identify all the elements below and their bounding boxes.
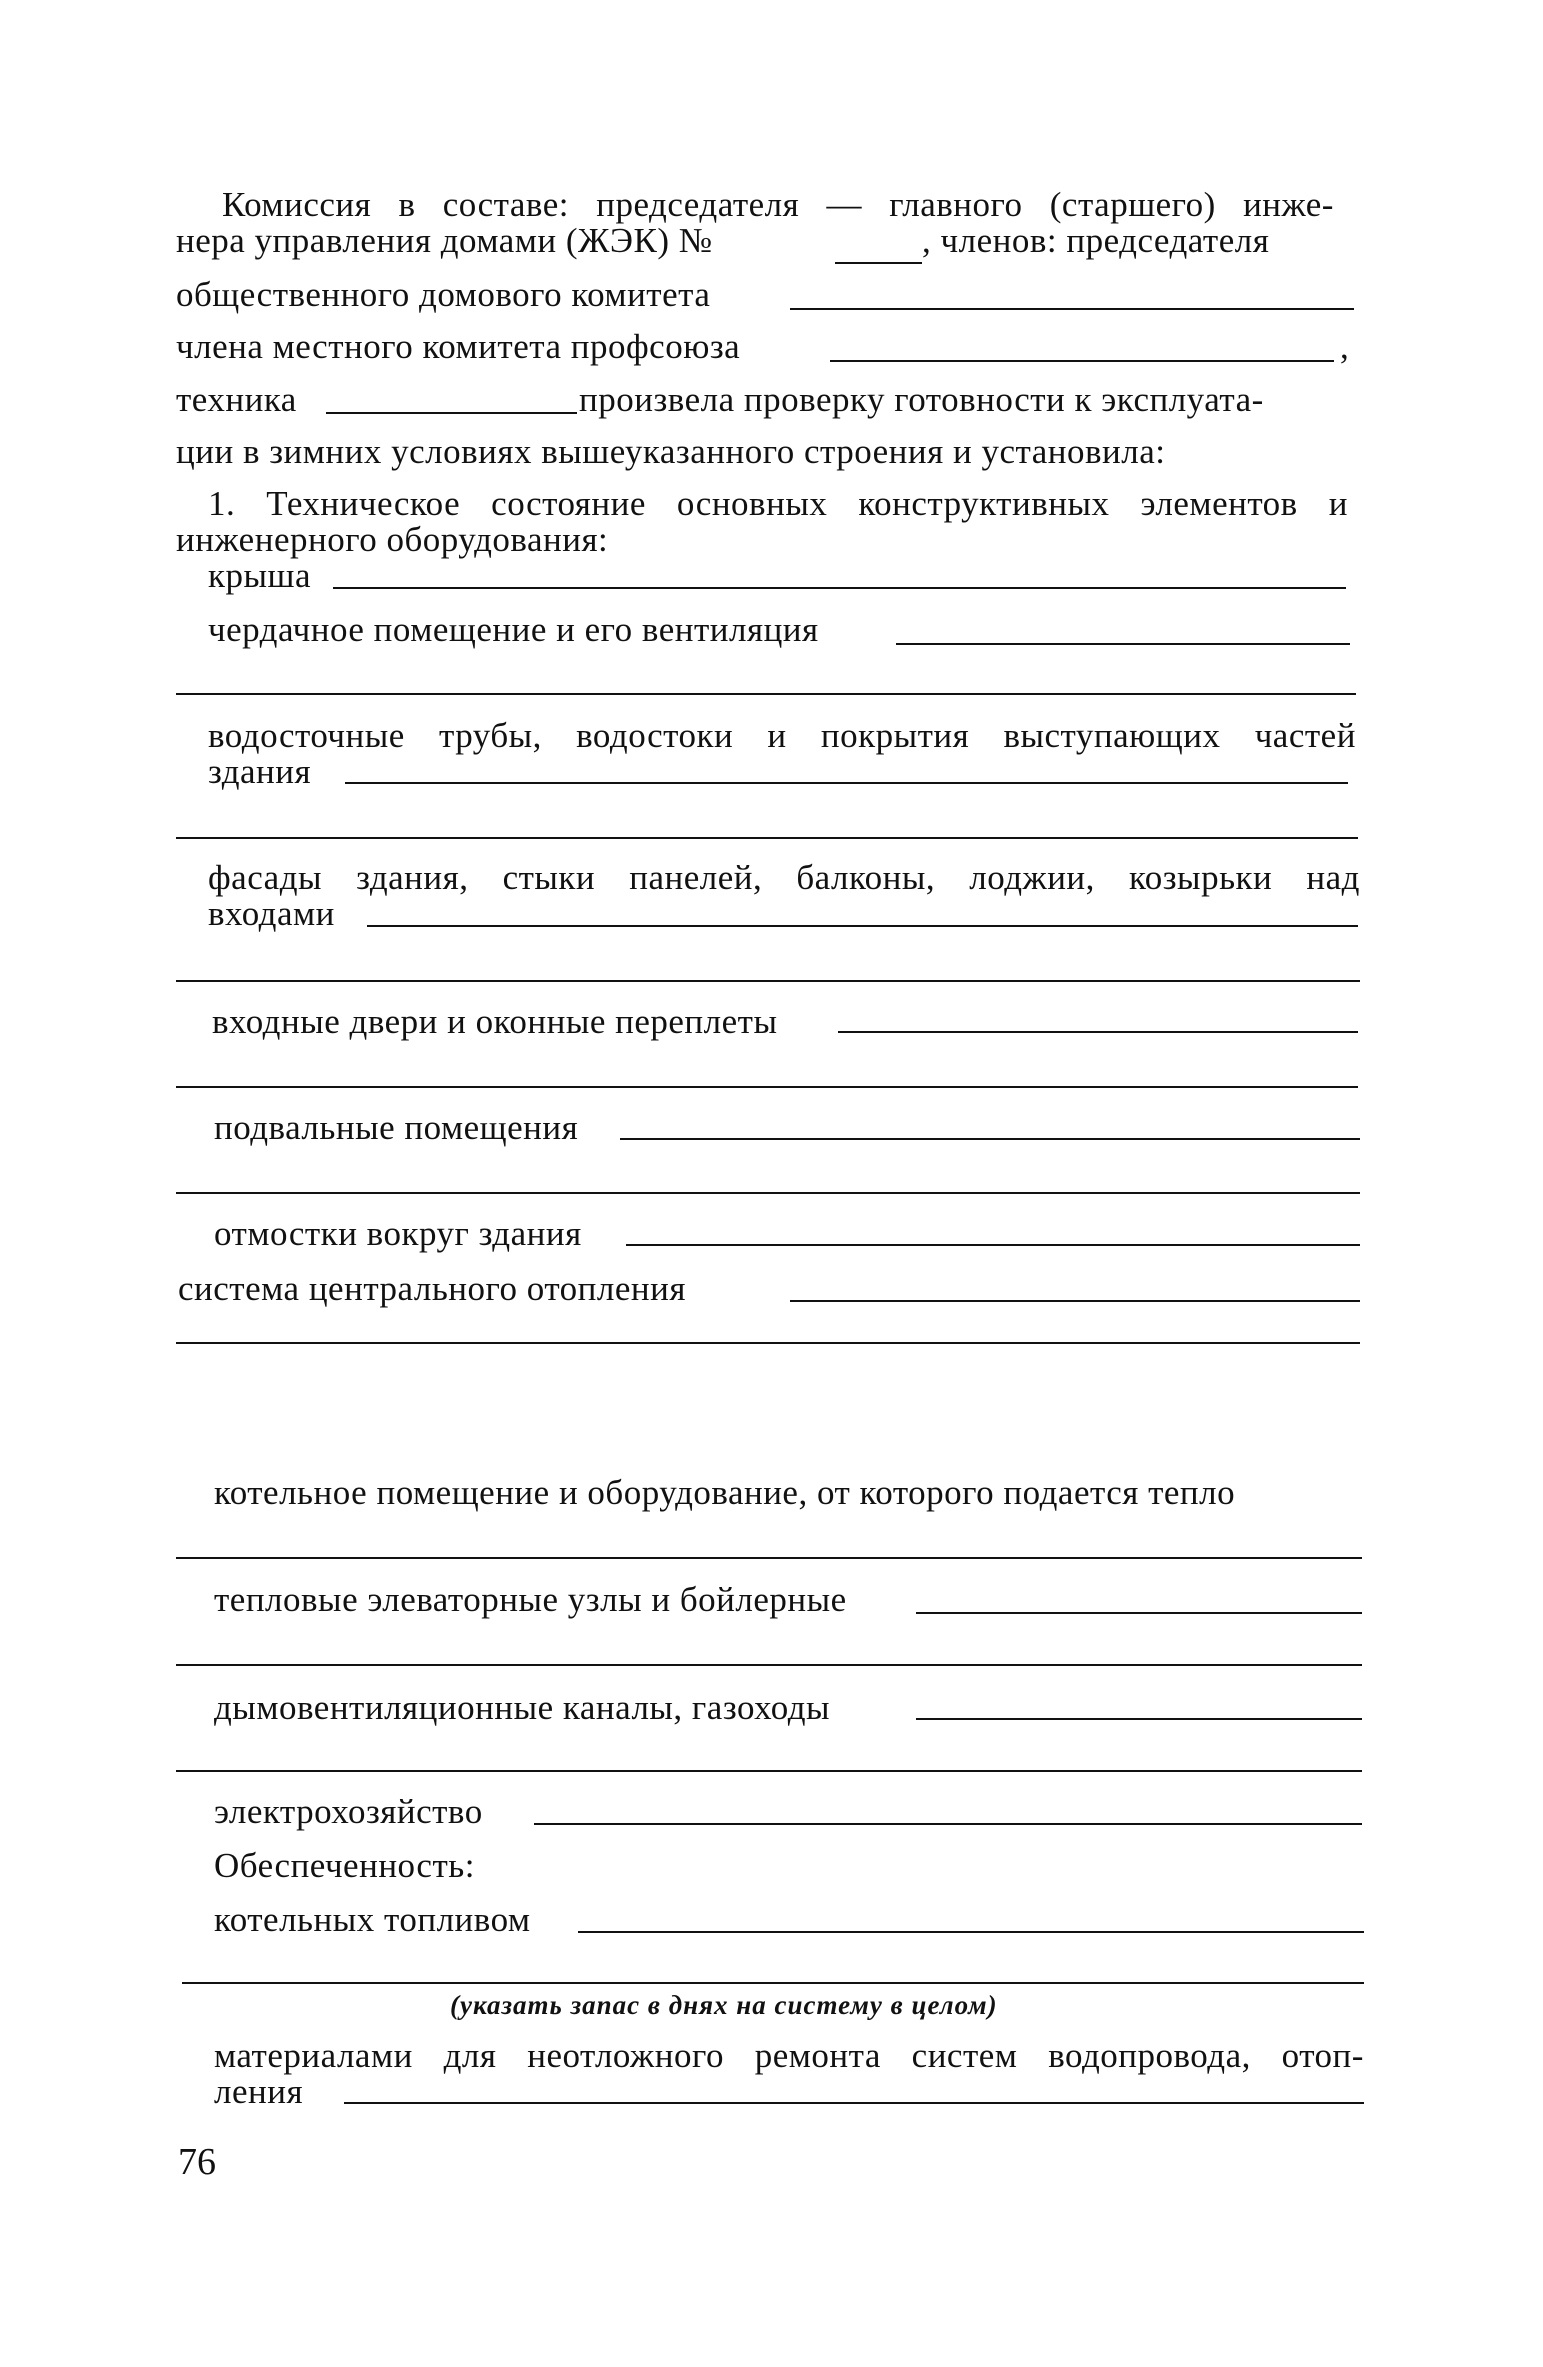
drain-word: выступающих — [1003, 716, 1221, 755]
section-word: и — [1328, 484, 1348, 523]
section-word: 1. — [208, 484, 236, 523]
section-word: Техническое — [266, 484, 461, 523]
section-word: основных — [676, 484, 828, 523]
facade-word: козырьки — [1129, 858, 1273, 897]
electric-blank[interactable] — [534, 1823, 1362, 1825]
heating-label: система центрального отопления — [178, 1269, 686, 1308]
drain-blank[interactable] — [345, 782, 1348, 784]
intro-line-2a: нера управления домами (ЖЭК) № — [176, 221, 713, 260]
facade-word: фасады — [208, 858, 323, 897]
facade-word: над — [1306, 858, 1360, 897]
drain-word: водостоки — [576, 716, 734, 755]
doors-blank[interactable] — [838, 1031, 1358, 1033]
flues-label: дымовентиляционные каналы, газоходы — [214, 1688, 831, 1727]
house-committee-blank[interactable] — [790, 308, 1354, 310]
provision-heading: Обеспеченность: — [214, 1846, 475, 1885]
intro-line-2b: , членов: председателя — [922, 221, 1270, 260]
intro-line-6: ции в зимних условиях вышеуказанного строения и установила: — [176, 432, 1166, 471]
intro-line-5a: техника — [176, 380, 297, 419]
materials-word: ремонта — [754, 2036, 881, 2075]
roof-label: крыша — [208, 556, 312, 595]
section-1-line-2: инженерного оборудования: — [176, 520, 609, 559]
intro-line-4-comma: , — [1340, 327, 1350, 366]
zhek-number-blank[interactable] — [835, 262, 922, 264]
facade-blank[interactable] — [367, 925, 1358, 927]
intro-word: инже- — [1243, 185, 1334, 224]
boiler-room-label: котельное помещение и оборудование, от которого подается тепло — [214, 1473, 1236, 1512]
intro-word: в — [398, 185, 416, 224]
elevator-units-blank-2[interactable] — [176, 1664, 1362, 1666]
drain-line-1 — [208, 716, 1356, 756]
technician-blank[interactable] — [326, 412, 577, 414]
intro-line-3: общественного домового комитета — [176, 275, 711, 314]
doors-label: входные двери и оконные переплеты — [212, 1002, 778, 1041]
section-word: состояние — [491, 484, 646, 523]
doors-blank-2[interactable] — [176, 1086, 1358, 1088]
intro-word: главного — [889, 185, 1023, 224]
roof-blank[interactable] — [333, 587, 1346, 589]
intro-line-1 — [222, 185, 1334, 225]
elevator-units-blank[interactable] — [916, 1612, 1362, 1614]
intro-line-4: члена местного комитета профсоюза — [176, 327, 741, 366]
basement-label: подвальные помещения — [214, 1108, 579, 1147]
fuel-blank[interactable] — [578, 1931, 1364, 1933]
intro-word: председателя — [596, 185, 800, 224]
heating-blank-2[interactable] — [176, 1342, 1360, 1344]
elevator-units-label: тепловые элеваторные узлы и бойлерные — [214, 1580, 847, 1619]
electric-label: электрохозяйство — [214, 1792, 483, 1831]
flues-blank[interactable] — [916, 1718, 1362, 1720]
fuel-note: (указать запас в днях на систему в целом) — [450, 1990, 998, 2020]
flues-blank-2[interactable] — [176, 1770, 1362, 1772]
drain-word: трубы, — [439, 716, 542, 755]
drain-word: водосточные — [208, 716, 405, 755]
drain-blank-2[interactable] — [176, 837, 1358, 839]
basement-blank[interactable] — [620, 1138, 1360, 1140]
materials-line-1 — [214, 2036, 1364, 2076]
drain-word: частей — [1254, 716, 1356, 755]
intro-word: Комиссия — [222, 185, 372, 224]
boiler-room-blank[interactable] — [176, 1557, 1362, 1559]
facade-line-1 — [208, 858, 1360, 898]
attic-blank[interactable] — [896, 643, 1350, 645]
intro-word: — — [826, 185, 862, 224]
facade-blank-2[interactable] — [176, 980, 1360, 982]
trade-union-blank[interactable] — [830, 360, 1334, 362]
materials-line-2: ления — [214, 2072, 304, 2111]
section-word: конструктивных — [858, 484, 1110, 523]
blind-area-blank[interactable] — [626, 1244, 1360, 1246]
intro-word: (старшего) — [1049, 185, 1216, 224]
section-word: элементов — [1140, 484, 1298, 523]
materials-word: материалами — [214, 2036, 413, 2075]
section-1-line-1 — [208, 484, 1348, 524]
drain-word: покрытия — [820, 716, 970, 755]
intro-line-5b: произвела проверку готовности к эксплуата- — [579, 380, 1264, 419]
fuel-blank-2[interactable] — [182, 1982, 1364, 1984]
drain-word: и — [767, 716, 787, 755]
materials-word: для — [443, 2036, 497, 2075]
materials-word: отоп- — [1281, 2036, 1364, 2075]
basement-blank-2[interactable] — [176, 1192, 1360, 1194]
drain-line-2: здания — [208, 752, 312, 791]
facade-word: панелей, — [629, 858, 763, 897]
facade-word: здания, — [356, 858, 469, 897]
facade-word: балконы, — [796, 858, 936, 897]
materials-word: неотложного — [527, 2036, 724, 2075]
attic-blank-2[interactable] — [176, 693, 1356, 695]
blind-area-label: отмостки вокруг здания — [214, 1214, 582, 1253]
attic-label: чердачное помещение и его вентиляция — [208, 610, 819, 649]
facade-word: стыки — [502, 858, 596, 897]
page-number: 76 — [178, 2141, 216, 2183]
materials-blank[interactable] — [344, 2102, 1364, 2104]
heating-blank[interactable] — [790, 1300, 1360, 1302]
intro-word: составе: — [442, 185, 569, 224]
facade-word: лоджии, — [969, 858, 1095, 897]
facade-line-2: входами — [208, 894, 335, 933]
fuel-label: котельных топливом — [214, 1900, 531, 1939]
materials-word: систем — [911, 2036, 1018, 2075]
materials-word: водопровода, — [1048, 2036, 1251, 2075]
